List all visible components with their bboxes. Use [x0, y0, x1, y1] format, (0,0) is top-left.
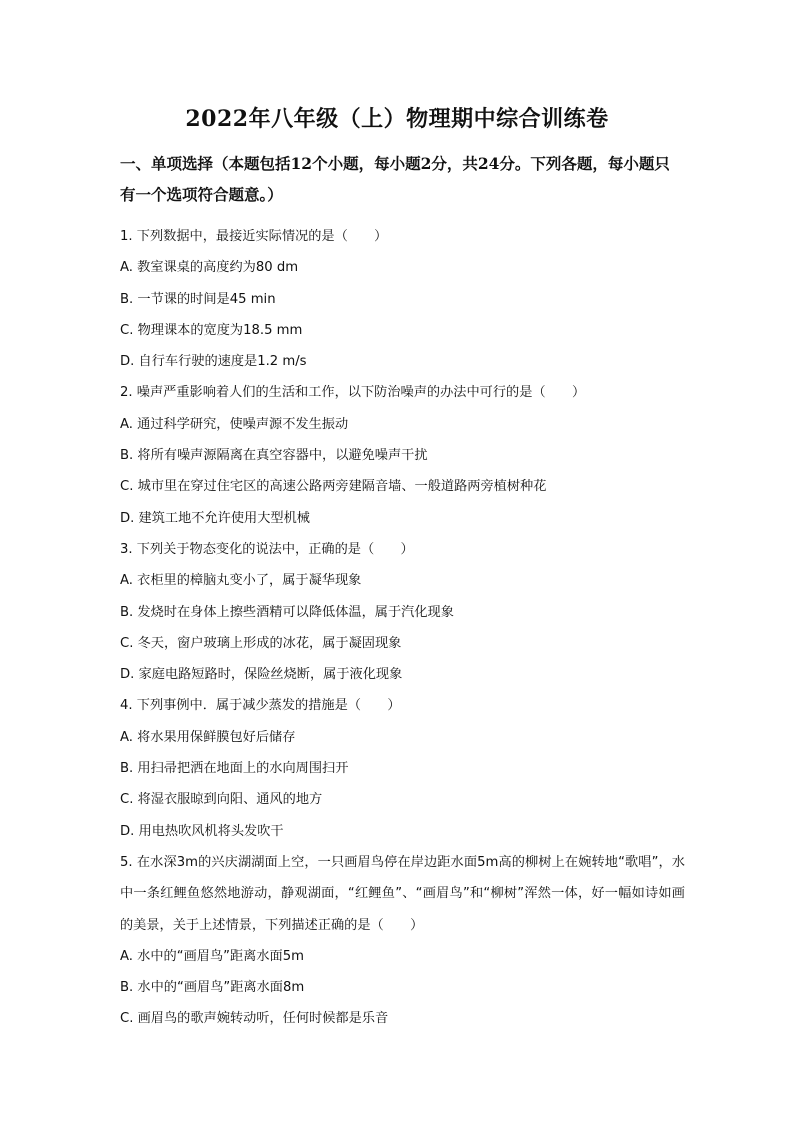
section-heading: 一、单项选择（本题包括12个小题，每小题2分，共24分。下列各题，每小题只有一个选项符合题意。）	[120, 154, 670, 204]
option-b: B. 发烧时在身体上擦些酒精可以降低体温，属于汽化现象	[120, 604, 454, 620]
option-b: B. 将所有噪声源隔离在真空容器中，以避免噪声干扰	[120, 448, 428, 464]
option-a: A. 通过科学研究，使噪声源不发生振动	[120, 416, 349, 432]
question-1	[120, 221, 685, 377]
page-title: 2022年八年级（上）物理期中综合训练卷	[185, 106, 609, 132]
option-b: B. 水中的“画眉鸟”距离水面8m	[120, 980, 305, 996]
option-a: A. 教室课桌的高度约为80 dm	[120, 260, 299, 276]
option-d: D. 自行车行驶的速度是1.2 m/s	[120, 354, 307, 370]
option-b: B. 一节课的时间是45 min	[120, 291, 276, 307]
option-a: A. 将水果用保鲜膜包好后储存	[120, 729, 296, 745]
option-d: D. 用电热吹风机将头发吹干	[120, 823, 284, 839]
question-stem: 1. 下列数据中，最接近实际情况的是（ ）	[120, 229, 388, 244]
option-d: D. 家庭电路短路时，保险丝烧断，属于液化现象	[120, 667, 403, 683]
question-4	[120, 690, 685, 846]
option-b: B. 用扫帚把洒在地面上的水向周围扫开	[120, 761, 349, 777]
option-c: C. 物理课本的宽度为18.5 mm	[120, 322, 303, 338]
question-5	[120, 847, 685, 1035]
option-c: C. 冬天，窗户玻璃上形成的冰花，属于凝固现象	[120, 635, 402, 651]
question-stem: 3. 下列关于物态变化的说法中，正确的是（ ）	[120, 541, 414, 557]
question-2	[120, 377, 685, 533]
option-c: C. 画眉鸟的歌声婉转动听，任何时候都是乐音	[120, 1011, 389, 1027]
question-stem: 2. 噪声严重影响着人们的生活和工作，以下防治噪声的办法中可行的是（ ）	[120, 385, 586, 401]
option-a: A. 衣柜里的樟脑丸变小了，属于凝华现象	[120, 573, 362, 589]
question-stem: 4. 下列事例中．属于减少蒸发的措施是（ ）	[120, 698, 401, 714]
question-list	[120, 221, 685, 1035]
option-a: A. 水中的“画眉鸟”距离水面5m	[120, 948, 304, 964]
option-d: D. 建筑工地不允许使用大型机械	[120, 510, 310, 526]
option-c: C. 将湿衣服晾到向阳、通风的地方	[120, 792, 323, 808]
option-c: C. 城市里在穿过住宅区的高速公路两旁建隔音墙、一般道路两旁植树种花	[120, 479, 547, 495]
question-3	[120, 534, 685, 690]
question-stem: 5. 在水深3m的兴庆湖湖面上空，一只画眉鸟停在岸边距水面5m高的柳树上在婉转地“歌唱”，水中一条红鲤鱼悠然地游动，静观湖面，“红鲤鱼”、“画眉鸟”和“柳树”浑然一体，好一幅如诗如画的美景，关于上述情景，下列描述正确的是（ ）	[120, 854, 685, 933]
